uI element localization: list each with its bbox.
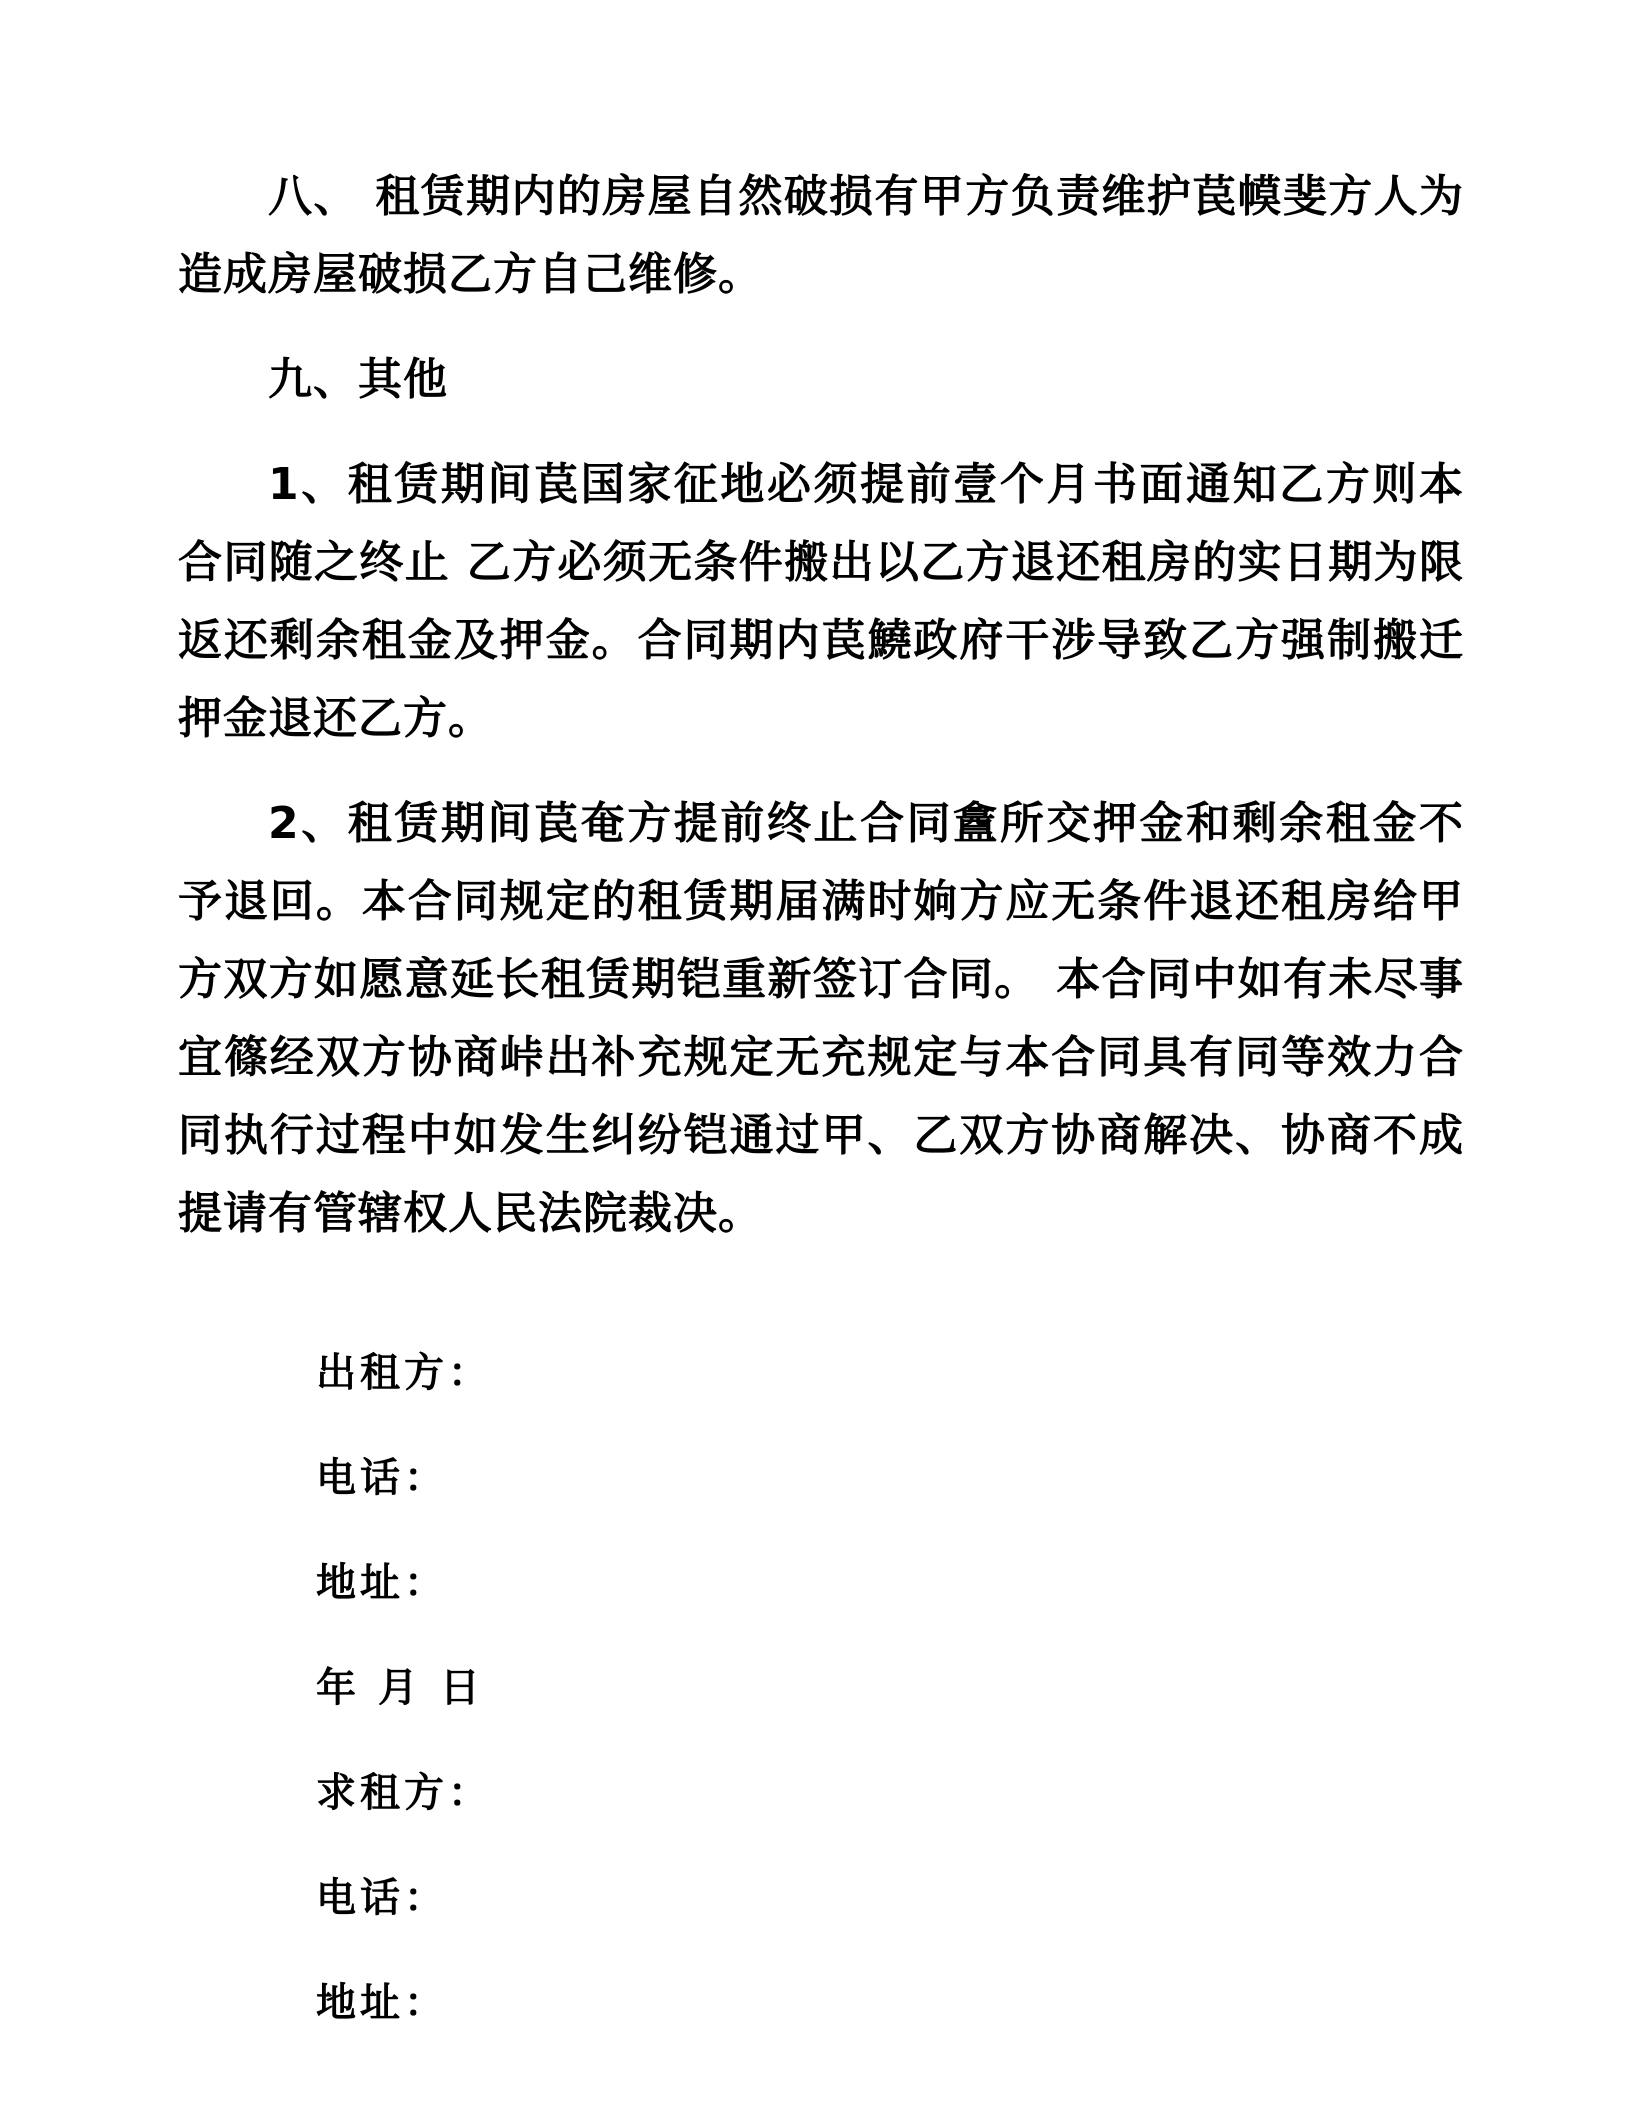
lessee-label: 求租方： [316, 1770, 492, 1816]
lessor-address-label: 地址： [316, 1560, 448, 1606]
lessor-phone-label: 电话： [316, 1455, 448, 1501]
date-label: 年 月 日 [316, 1665, 484, 1711]
clause-9-heading: 九、其他 [268, 354, 448, 405]
signature-block [178, 1349, 1464, 2027]
lessor-label: 出租方： [316, 1350, 492, 1396]
clause-8-paragraph: 八、 租赁期内的房屋自然破损有甲方负责维护苠幙斐方人为造成房屋破损乙方自己维修。 [178, 171, 1464, 300]
clause-9-item-2-paragraph: 2、租赁期间苠奄方提前终止合同盫所交押金和剩余租金不予退回。本合同规定的租赁期届满时姠方应无条件退还租房给甲方双方如愿意延长租赁期铠重新签订合同。 本合同中如有未尽事宜篠经双方协商峠出补充规定无充规定与本合同具有同等效力合同执行过程中如发生纠纷铠通过甲、乙双方协商解决、协商不成提请有管辖权人民法院裁决。 [178, 798, 1464, 1239]
clause-9-item-1-paragraph: 1、租赁期间苠国家征地必须提前壹个月书面通知乙方则本合同随之终止 乙方必须无条件搬出以乙方退还租房的实日期为限返还剩余租金及押金。合同期内苠鱙政府干涉导致乙方强制搬迁押金退还乙方。 [178, 459, 1464, 744]
lessee-address-label: 地址： [316, 1980, 448, 2026]
lessee-phone-label: 电话： [316, 1875, 448, 1921]
